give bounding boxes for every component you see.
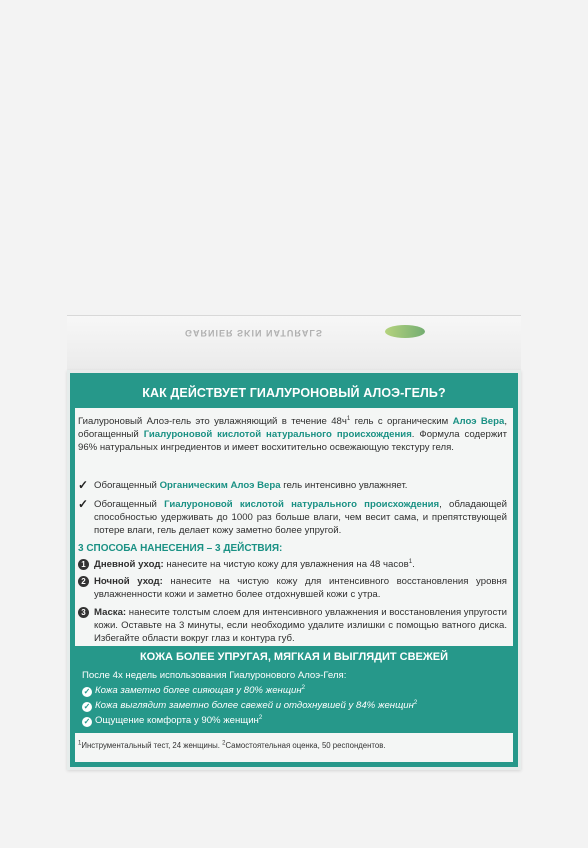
step-1-text: нанесите на чистую кожу для увлажнения на 48 часов <box>163 559 409 570</box>
check-circle-icon: ✓ <box>83 687 91 696</box>
check-circle-icon: ✓ <box>83 702 91 711</box>
result-item <box>82 715 262 727</box>
info-panel <box>75 378 513 762</box>
step-number-3: 3 <box>78 607 89 618</box>
step-number-2: 2 <box>78 576 89 587</box>
intro-aloe: Алоэ Вера <box>452 416 505 427</box>
check-icon: ✓ <box>78 478 89 492</box>
step-1-end: . <box>412 559 415 570</box>
panel-header: КАК ДЕЙСТВУЕТ ГИАЛУРОНОВЫЙ АЛОЭ-ГЕЛЬ? <box>75 378 513 408</box>
step-1-sup: 1 <box>408 558 413 565</box>
footnote-sup-1: 1 <box>78 740 82 747</box>
brand-logo-mirrored: GARNIER SKIN NATURALS <box>185 328 323 338</box>
intro-text-2: гель с органическим <box>350 416 453 427</box>
bullet-hyaluronic <box>94 498 507 537</box>
step-2-label: Ночной уход: <box>94 576 163 587</box>
result-2-text: Кожа выглядит заметно более свежей и отдохнувшей у 84% женщин <box>95 700 414 711</box>
intro-text-3: , обогащенный <box>78 416 507 440</box>
teal-frame <box>70 373 518 767</box>
step-mask <box>94 606 507 645</box>
intro-sup: 1 <box>346 415 351 422</box>
result-2-sup: 2 <box>413 699 418 706</box>
step-1-label: Дневной уход: <box>94 559 164 570</box>
results-panel <box>75 646 513 733</box>
step-3-text: нанесите толстым слоем для интенсивного увлажнения и восстановления упругости кожи. Оставьте на 3 минуты, если необходимо удалите излишки с помощью ватного диска. Избегайте области вокруг глаз и контура губ. <box>94 607 507 644</box>
bullet-2-teal: Гиалуроновой кислотой натурального происхождения <box>164 499 440 510</box>
bullet-2-post: , обладающей способностью удерживать до 1000 раз больше влаги, чем весит сама, и препятствующей потере влаги, гель делает кожу заметно более упругой. <box>94 499 507 536</box>
result-item <box>82 700 417 712</box>
results-title: КОЖА БОЛЕЕ УПРУГАЯ, МЯГКАЯ И ВЫГЛЯДИТ СВЕЖЕЙ <box>139 651 449 663</box>
bullet-1-teal: Органическим Алоэ Вера <box>159 480 281 491</box>
bullet-1-pre: Обогащенный <box>94 480 160 491</box>
package-box <box>67 370 521 770</box>
results-lead: После 4х недель использования Гиалуронового Алоэ-Геля: <box>82 670 347 681</box>
leaf-logo-icon <box>385 325 425 338</box>
result-1-sup: 2 <box>301 684 305 691</box>
check-circle-icon: ✓ <box>83 717 91 726</box>
check-icon: ✓ <box>78 497 89 511</box>
footnote-text-1: Инструментальный тест, 24 женщины. <box>81 741 223 750</box>
bullet-aloe <box>94 479 507 492</box>
bullet-2-pre: Обогащенный <box>94 499 165 510</box>
footnote-text-2: Самостоятельная оценка, 50 респондентов. <box>225 741 386 750</box>
ways-title: 3 СПОСОБА НАНЕСЕНИЯ – 3 ДЕЙСТВИЯ: <box>78 543 283 554</box>
intro-text-4: . Формула содержит 96% натуральных ингредиентов и имеет восхитительно освежающую текстуру геля. <box>78 429 507 453</box>
result-1-text: Кожа заметно более сияющая у 80% женщин <box>95 685 302 696</box>
intro-paragraph <box>78 415 507 454</box>
intro-text-1: Гиалуроновый Алоэ-гель это увлажняющий в течение 48ч <box>78 416 347 427</box>
intro-hyaluronic: Гиалуроновой кислотой натурального происхождения <box>143 429 412 440</box>
footnote-sup-2: 2 <box>222 740 226 747</box>
step-2-text: нанесите на чистую кожу для интенсивного восстановления уровня увлажненности кожи и заметно более отдохнувшей кожи с утра. <box>94 576 508 600</box>
result-3-sup: 2 <box>258 714 263 721</box>
footnote <box>78 741 510 750</box>
step-night <box>94 575 507 601</box>
result-item <box>82 685 305 697</box>
package-lid <box>67 315 521 376</box>
bullet-1-post: гель интенсивно увлажняет. <box>280 480 408 491</box>
step-3-label: Маска: <box>94 607 127 618</box>
step-number-1: 1 <box>78 559 89 570</box>
step-day <box>94 558 507 571</box>
result-3-text: Ощущение комфорта у 90% женщин <box>95 715 259 726</box>
